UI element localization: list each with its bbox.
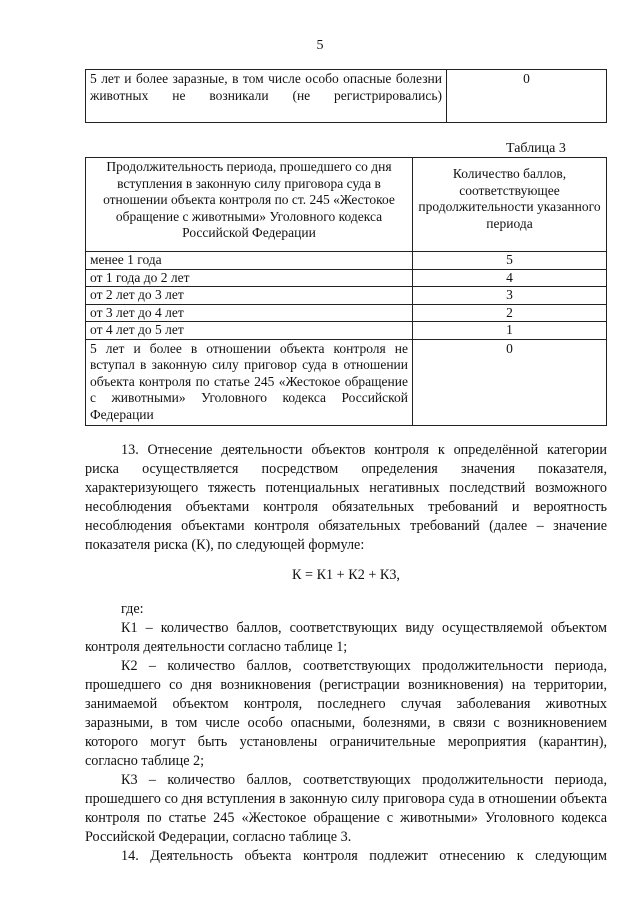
where-label: где: [121, 601, 144, 617]
table-row [86, 269, 607, 287]
risk-formula: К = К1 + К2 + К3, [292, 567, 400, 583]
points-cell: 0 [447, 70, 607, 123]
table-row [86, 322, 607, 340]
table-row [86, 339, 607, 425]
paragraph-14: 14. Деятельность объекта контроля подлежит отнесению к следующим [121, 848, 607, 864]
period-cell: от 3 лет до 4 лет [86, 304, 413, 322]
body-text [85, 441, 607, 866]
points-cell: 3 [413, 287, 607, 305]
period-cell: от 1 года до 2 лет [86, 269, 413, 287]
table-row [86, 252, 607, 270]
definition-k1: К1 – количество баллов, соответствующих виду осуществляемой объектом контроля деятельности согласно таблице 1; [85, 620, 607, 655]
period-cell: от 4 лет до 5 лет [86, 322, 413, 340]
header-points: Количество баллов, соответствующее продолжительности указанного периода [413, 158, 607, 252]
table-row [86, 287, 607, 305]
definition-k3: К3 – количество баллов, соответствующих продолжительности периода, прошедшего со дня вступления в законную силу приговора суда в отношении объекта контроля по статье 245 «Жестокое обращение с животными» Уголовного кодекса Российской Федерации, согласно таблице 3. [85, 772, 607, 845]
points-cell: 1 [413, 322, 607, 340]
definition-k2: К2 – количество баллов, соответствующих продолжительности периода, прошедшего со дня возникновения (регистрации возникновения) на территории, занимаемой объектом контроля, последнего случая заболевания животных заразными, в том числе особо опасными, болезнями, в связи с возникновением которого могут быть установлены ограничительные мероприятия (карантин), согласно таблице 2; [85, 658, 607, 769]
points-cell: 0 [413, 339, 607, 425]
points-cell: 4 [413, 269, 607, 287]
period-cell: 5 лет и более в отношении объекта контроля не вступал в законную силу приговор суда в отношении объекта контроля по статье 245 «Жестокое обращение с животными» Уголовного кодекса Российской Федерации [86, 339, 413, 425]
table-caption: Таблица 3 [506, 141, 566, 156]
table-row [86, 70, 607, 123]
header-period: Продолжительность периода, прошедшего со дня вступления в законную силу приговора суда в отношении объекта контроля по ст. 245 «Жестокое обращение с животными» Уголовного кодекса Российской Федерации [86, 158, 413, 252]
points-cell: 5 [413, 252, 607, 270]
table-3 [85, 157, 607, 426]
table-row [86, 304, 607, 322]
period-cell: менее 1 года [86, 252, 413, 270]
period-cell: от 2 лет до 3 лет [86, 287, 413, 305]
table-header-row [86, 158, 607, 252]
paragraph-13: 13. Отнесение деятельности объектов контроля к определённой категории риска осуществляется посредством определения значения показателя, характеризующего тяжесть потенциальных негативных последствий возможного несоблюдения объектами контроля обязательных требований и вероятность несоблюдения объектами контроля обязательных требований (далее – значение показателя риска (К), по следующей формуле: [85, 442, 607, 553]
page-number: 5 [316, 38, 324, 53]
period-cell: 5 лет и более заразные, в том числе особо опасные болезни животных не возникали (не регистрировались) [86, 70, 447, 123]
points-cell: 2 [413, 304, 607, 322]
continued-table [85, 69, 607, 123]
